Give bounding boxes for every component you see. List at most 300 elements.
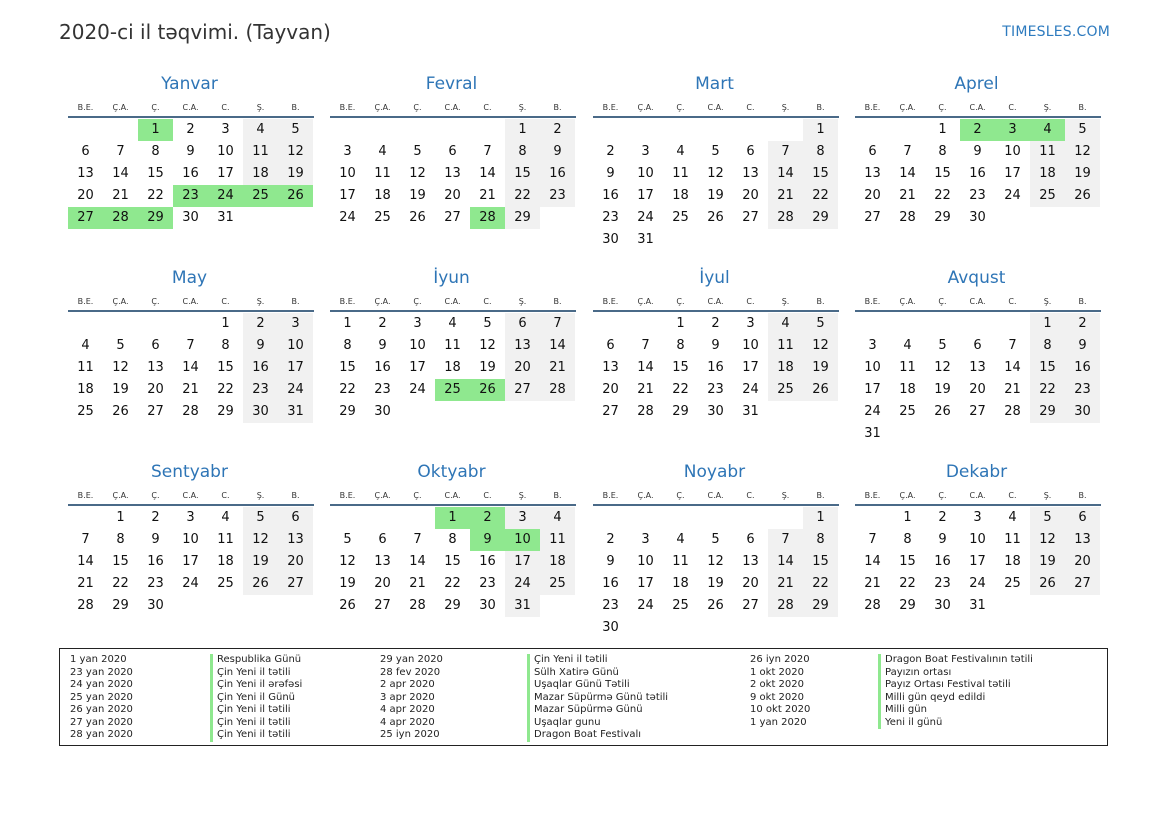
empty-cell [733,119,768,141]
day-cell: 13 [864,166,881,181]
weekday-label: Ç. [151,491,160,500]
day-grid [593,313,838,423]
month-name: Oktyabr [417,462,486,482]
day-cell: 12 [1065,141,1100,163]
day-cell: 6 [81,144,90,159]
day-cell: 29 [505,207,540,229]
day-cell: 29 [112,598,129,613]
day-cell: 5 [1030,507,1065,529]
day-cell: 7 [540,313,575,335]
legend-holiday-name: Çin Yeni il tətili [210,717,302,730]
weekday-label: C. [746,297,755,306]
legend-name-column [527,654,668,742]
day-cell: 23 [934,576,951,591]
day-cell: 26 [112,404,129,419]
weekday-label: C. [221,491,230,500]
day-cell: 27 [374,598,391,613]
day-cell: 3 [641,144,650,159]
day-grid [855,313,1100,445]
legend-date: 1 okt 2020 [750,666,804,678]
holiday-day-cell: 26 [470,379,505,401]
empty-cell [330,507,365,529]
empty-cell [400,119,435,141]
day-cell: 16 [934,554,951,569]
month-name: Aprel [954,74,999,94]
day-cell: 27 [742,210,759,225]
day-cell: 20 [278,551,313,573]
weekday-label: B. [291,297,300,306]
day-cell: 1 [903,510,912,525]
day-cell: 11 [217,532,234,547]
day-cell: 24 [182,576,199,591]
day-cell: 5 [711,144,720,159]
day-cell: 6 [1065,507,1100,529]
day-cell: 28 [864,598,881,613]
weekday-label: Ç. [413,491,422,500]
day-cell: 17 [217,166,234,181]
day-cell: 3 [278,313,313,335]
day-cell: 11 [1030,141,1065,163]
weekday-label: Ş. [1043,297,1052,306]
month-name: İyul [699,268,730,288]
day-cell: 17 [637,576,654,591]
day-cell: 6 [606,338,615,353]
day-cell: 22 [339,382,356,397]
day-cell: 29 [1030,401,1065,423]
day-cell: 24 [637,210,654,225]
day-cell: 21 [540,357,575,379]
day-cell: 14 [768,551,803,573]
day-cell: 23 [602,598,619,613]
weekday-label: B. [1078,491,1087,500]
weekday-label: C.A. [444,103,461,112]
legend-holiday-name: Çin Yeni il tətili [210,729,302,742]
day-cell: 14 [637,360,654,375]
month-block [855,266,1101,445]
day-cell: 10 [637,166,654,181]
weekday-label: Ç. [676,297,685,306]
day-cell: 21 [637,382,654,397]
day-cell: 15 [934,166,951,181]
empty-cell [995,313,1030,335]
day-cell: 18 [1030,163,1065,185]
day-cell: 8 [803,529,838,551]
day-cell: 28 [77,598,94,613]
legend-date: 28 fev 2020 [380,666,441,678]
weekday-label: B.E. [864,103,881,112]
day-cell: 8 [803,141,838,163]
day-cell: 9 [938,532,947,547]
legend-holiday-name: Sülh Xatirə Günü [527,667,668,680]
day-cell: 20 [444,188,461,203]
day-cell: 13 [505,335,540,357]
day-cell: 26 [339,598,356,613]
day-cell: 26 [934,404,951,419]
day-cell: 8 [676,338,685,353]
empty-cell [855,313,890,335]
day-cell: 5 [413,144,422,159]
day-cell: 5 [1065,119,1100,141]
empty-cell [890,313,925,335]
day-cell: 19 [112,382,129,397]
weekday-label: C. [1008,297,1017,306]
day-cell: 3 [746,316,755,331]
day-cell: 30 [147,598,164,613]
day-cell: 19 [1030,551,1065,573]
weekday-label: Ç.A. [637,297,654,306]
weekday-label: B. [1078,103,1087,112]
day-cell: 31 [278,401,313,423]
empty-cell [435,119,470,141]
day-cell: 4 [221,510,230,525]
day-cell: 19 [707,188,724,203]
day-cell: 29 [444,598,461,613]
weekday-header [330,293,576,312]
day-cell: 23 [540,185,575,207]
day-cell: 10 [969,532,986,547]
day-cell: 16 [1065,357,1100,379]
day-cell: 18 [444,360,461,375]
empty-cell [733,507,768,529]
day-cell: 25 [1030,185,1065,207]
month-block [593,266,839,423]
day-cell: 21 [899,188,916,203]
day-cell: 9 [243,335,278,357]
day-cell: 12 [479,338,496,353]
day-cell: 11 [77,360,94,375]
day-cell: 14 [409,554,426,569]
day-cell: 3 [343,144,352,159]
day-cell: 20 [742,576,759,591]
holiday-day-cell: 9 [470,529,505,551]
month-block [330,72,576,229]
day-cell: 11 [540,529,575,551]
day-cell: 31 [217,210,234,225]
day-cell: 25 [217,576,234,591]
day-cell: 23 [1065,379,1100,401]
holiday-day-cell: 25 [435,379,470,401]
day-cell: 18 [672,576,689,591]
month-block [855,72,1101,229]
day-cell: 3 [505,507,540,529]
day-cell: 4 [448,316,457,331]
weekday-label: Ş. [518,297,527,306]
weekday-label: B. [291,103,300,112]
day-cell: 9 [151,532,160,547]
empty-cell [330,119,365,141]
day-cell: 24 [409,382,426,397]
legend-holiday-name: Respublika Günü [210,654,302,667]
holiday-day-cell: 10 [505,529,540,551]
day-cell: 8 [221,338,230,353]
weekday-label: Ş. [256,297,265,306]
day-cell: 6 [746,144,755,159]
day-cell: 8 [343,338,352,353]
day-cell: 2 [606,144,615,159]
weekday-header [330,99,576,118]
day-cell: 29 [899,598,916,613]
day-cell: 17 [409,360,426,375]
day-cell: 2 [938,510,947,525]
day-cell: 23 [374,382,391,397]
weekday-label: Ş. [256,103,265,112]
day-cell: 31 [505,595,540,617]
day-cell: 16 [243,357,278,379]
day-cell: 16 [147,554,164,569]
day-cell: 26 [409,210,426,225]
empty-cell [663,119,698,141]
empty-cell [593,507,628,529]
legend-date: 9 okt 2020 [750,691,804,703]
day-cell: 12 [803,335,838,357]
weekday-label: C. [221,103,230,112]
day-cell: 24 [1004,188,1021,203]
legend-name-column [878,654,1033,729]
day-cell: 29 [803,207,838,229]
day-cell: 13 [742,166,759,181]
holiday-day-cell: 2 [470,507,505,529]
day-cell: 14 [1004,360,1021,375]
day-cell: 11 [672,554,689,569]
day-cell: 17 [742,360,759,375]
day-cell: 24 [505,573,540,595]
month-block [855,460,1101,617]
day-cell: 18 [217,554,234,569]
day-cell: 24 [339,210,356,225]
day-cell: 19 [707,576,724,591]
empty-cell [68,119,103,141]
day-cell: 22 [444,576,461,591]
day-cell: 17 [1004,166,1021,181]
day-cell: 22 [1030,379,1065,401]
day-cell: 26 [1030,573,1065,595]
day-cell: 18 [243,163,278,185]
day-cell: 14 [540,335,575,357]
day-cell: 26 [707,598,724,613]
month-block [593,72,839,251]
weekday-label: B. [816,297,825,306]
day-cell: 21 [112,188,129,203]
day-cell: 11 [1004,532,1021,547]
day-cell: 19 [479,360,496,375]
day-cell: 15 [899,554,916,569]
holiday-day-cell: 23 [173,185,208,207]
weekday-label: C. [746,491,755,500]
day-cell: 4 [1008,510,1017,525]
day-cell: 8 [903,532,912,547]
day-cell: 10 [182,532,199,547]
day-cell: 2 [711,316,720,331]
day-cell: 25 [672,210,689,225]
month-block [68,460,314,617]
day-cell: 26 [1065,185,1100,207]
day-cell: 8 [1030,335,1065,357]
day-cell: 16 [540,163,575,185]
day-cell: 29 [803,595,838,617]
day-grid [330,507,575,617]
day-cell: 5 [483,316,492,331]
day-cell: 28 [768,207,803,229]
day-cell: 7 [116,144,125,159]
day-cell: 21 [1004,382,1021,397]
day-cell: 3 [641,532,650,547]
weekday-label: Ç. [413,103,422,112]
day-cell: 17 [864,382,881,397]
legend-holiday-name: Payızın ortası [878,667,1033,680]
legend-date: 1 yan 2020 [750,716,807,728]
day-cell: 2 [606,532,615,547]
day-cell: 29 [934,210,951,225]
day-cell: 28 [182,404,199,419]
weekday-label: B. [553,491,562,500]
empty-cell [365,119,400,141]
day-cell: 3 [973,510,982,525]
weekday-label: Ç. [938,103,947,112]
day-cell: 13 [147,360,164,375]
weekday-label: Ş. [1043,103,1052,112]
day-cell: 27 [1065,573,1100,595]
day-cell: 20 [969,382,986,397]
empty-cell [103,313,138,335]
weekday-label: Ş. [781,103,790,112]
day-grid [593,507,838,639]
day-cell: 2 [378,316,387,331]
day-cell: 26 [243,573,278,595]
weekday-label: C. [483,103,492,112]
weekday-label: Ç.A. [112,491,129,500]
day-cell: 11 [444,338,461,353]
weekday-label: Ç. [151,103,160,112]
weekday-header [855,487,1101,506]
legend-holiday-name: Uşaqlar Günü Tətili [527,679,668,692]
day-cell: 3 [186,510,195,525]
empty-cell [698,119,733,141]
day-cell: 5 [278,119,313,141]
weekday-label: Ç.A. [374,103,391,112]
legend-date: 2 apr 2020 [380,679,435,690]
day-cell: 9 [378,338,387,353]
day-cell: 12 [409,166,426,181]
day-cell: 9 [973,144,982,159]
day-cell: 4 [676,144,685,159]
day-cell: 21 [479,188,496,203]
day-cell: 15 [1030,357,1065,379]
day-cell: 30 [969,210,986,225]
empty-cell [628,313,663,335]
day-cell: 6 [378,532,387,547]
day-cell: 13 [602,360,619,375]
day-cell: 24 [278,379,313,401]
weekday-label: Ç.A. [112,103,129,112]
day-cell: 22 [803,573,838,595]
day-cell: 14 [864,554,881,569]
day-cell: 8 [505,141,540,163]
day-cell: 1 [221,316,230,331]
holiday-day-cell: 29 [138,207,173,229]
weekday-label: C. [1008,491,1017,500]
legend-holiday-name: Payız Ortası Festival tətili [878,679,1033,692]
day-cell: 19 [934,382,951,397]
day-cell: 6 [746,532,755,547]
day-cell: 9 [1065,335,1100,357]
day-cell: 31 [969,598,986,613]
day-cell: 7 [81,532,90,547]
day-cell: 16 [969,166,986,181]
day-cell: 16 [182,166,199,181]
day-cell: 30 [243,401,278,423]
day-cell: 15 [505,163,540,185]
day-cell: 29 [339,404,356,419]
weekday-label: B.E. [339,297,356,306]
day-cell: 1 [1030,313,1065,335]
day-cell: 21 [768,573,803,595]
day-cell: 17 [637,188,654,203]
legend-holiday-name: Uşaqlar gunu [527,717,668,730]
empty-cell [470,119,505,141]
month-block [593,460,839,639]
day-cell: 29 [672,404,689,419]
day-cell: 24 [864,404,881,419]
holiday-day-cell: 27 [68,207,103,229]
day-cell: 7 [483,144,492,159]
day-cell: 10 [409,338,426,353]
legend-date-column [70,654,133,742]
day-cell: 17 [339,188,356,203]
day-cell: 30 [374,404,391,419]
day-cell: 4 [676,532,685,547]
holiday-day-cell: 28 [470,207,505,229]
day-cell: 27 [505,379,540,401]
day-cell: 8 [938,144,947,159]
month-name: Dekabr [945,462,1008,482]
empty-cell [400,507,435,529]
day-cell: 11 [672,166,689,181]
empty-cell [628,507,663,529]
day-cell: 15 [112,554,129,569]
day-cell: 23 [602,210,619,225]
legend-holiday-name: Milli gün qeyd edildi [878,692,1033,705]
day-cell: 23 [243,379,278,401]
weekday-label: C.A. [444,297,461,306]
day-cell: 14 [77,554,94,569]
legend-date: 2 okt 2020 [750,679,804,690]
weekday-header [68,487,314,506]
empty-cell [925,313,960,335]
weekday-label: C.A. [182,103,199,112]
legend-holiday-name: Mazar Süpürmə Günü [527,704,668,717]
day-cell: 17 [505,551,540,573]
month-name: İyun [433,268,470,288]
day-cell: 6 [278,507,313,529]
day-cell: 9 [606,554,615,569]
day-cell: 16 [479,554,496,569]
empty-cell [663,507,698,529]
day-cell: 1 [505,119,540,141]
weekday-label: C.A. [444,491,461,500]
day-cell: 5 [711,532,720,547]
day-cell: 25 [899,404,916,419]
day-grid [593,119,838,251]
day-cell: 12 [707,554,724,569]
brand-link[interactable]: TIMESLES.COM [1002,24,1110,40]
day-cell: 30 [602,232,619,247]
day-cell: 12 [278,141,313,163]
weekday-label: C. [746,103,755,112]
day-cell: 20 [602,382,619,397]
month-block [330,266,576,423]
holiday-day-cell: 24 [208,185,243,207]
weekday-label: Ş. [518,103,527,112]
